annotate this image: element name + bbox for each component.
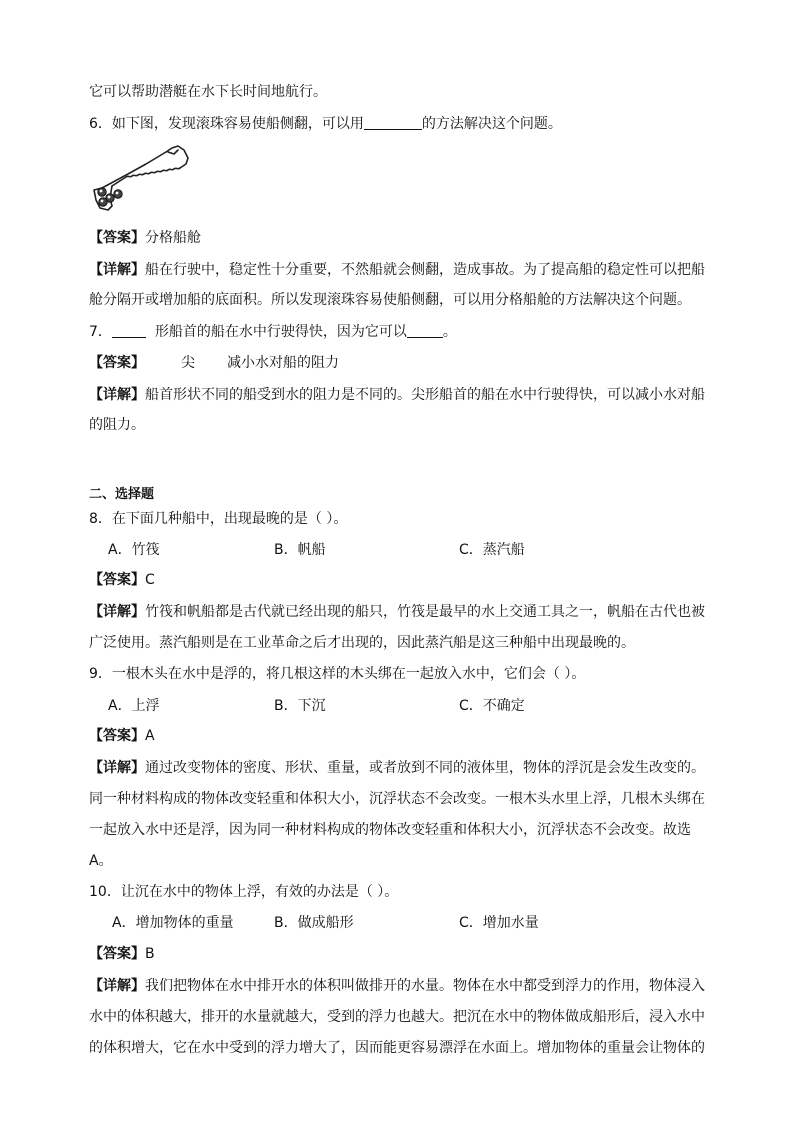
detail-tag: 【详解】 <box>89 978 145 994</box>
section-heading: 二、选择题 <box>89 487 155 502</box>
answer-blank <box>407 323 443 338</box>
question-6-text: 6．如下图，发现滚珠容易使船侧翻，可以用 <box>89 116 364 132</box>
detail-9-line-1 <box>89 758 705 778</box>
option-b: B．做成船形 <box>274 915 354 931</box>
question-6 <box>89 114 562 134</box>
answer-tag: 【答案】 <box>89 728 145 744</box>
detail-tag: 【详解】 <box>89 604 145 620</box>
detail-6-line-1 <box>89 260 705 280</box>
detail-9-line-2: 同一种材料构成的物体改变轻重和体积大小，沉浮状态不会改变。一根木头水里上浮，几根木头绑在 <box>89 791 705 807</box>
option-a: A．增加物体的重量 <box>112 915 234 931</box>
answer-blank <box>112 323 146 338</box>
option-c: C．不确定 <box>459 698 525 714</box>
detail-text: 船首形状不同的船受到水的阻力是不同的。尖形船首的船在水中行驶得快，可以减小水对船 <box>145 387 705 403</box>
answer-7 <box>89 353 339 373</box>
boat-ball-bearing-figure <box>88 140 200 216</box>
option-a: A．上浮 <box>108 698 160 714</box>
question-7-text-end: 。 <box>442 324 457 340</box>
question-7-text: 形船首的船在水中行驶得快，因为它可以 <box>154 324 407 340</box>
detail-tag: 【详解】 <box>89 760 145 776</box>
option-c: C．蒸汽船 <box>459 542 525 558</box>
option-c: C．增加水量 <box>459 915 539 931</box>
answer-text-1: 尖 <box>181 355 195 371</box>
question-10: 10．让沉在水中的物体上浮，有效的办法是（ ）。 <box>89 884 399 900</box>
detail-text: 通过改变物体的密度、形状、重量，或者放到不同的液体里，物体的浮沉是会发生改变的。 <box>145 760 705 776</box>
detail-10-line-3: 的体积增大，它在水中受到的浮力增大了，因而能更容易漂浮在水面上。增加物体的重量会让物体的 <box>89 1040 705 1056</box>
detail-text: 船在行驶中，稳定性十分重要，不然船就会侧翻，造成事故。为了提高船的稳定性可以把船 <box>145 262 705 278</box>
question-9: 9．一根木头在水中是浮的，将几根这样的木头绑在一起放入水中，它们会（ ）。 <box>89 666 586 682</box>
answer-text: C <box>145 572 155 588</box>
detail-8-line-1 <box>89 602 705 622</box>
option-b: B．下沉 <box>274 698 326 714</box>
answer-tag: 【答案】 <box>89 946 145 962</box>
question-8: 8．在下面几种船中，出现最晚的是（ ）。 <box>89 511 348 527</box>
detail-7-line-2: 的阻力。 <box>89 417 145 433</box>
option-a: A．竹筏 <box>108 542 160 558</box>
answer-tag: 【答案】 <box>89 230 145 246</box>
answer-tag: 【答案】 <box>89 355 145 371</box>
text-line: 它可以帮助潜艇在水下长时间地航行。 <box>89 84 327 100</box>
answer-9 <box>89 726 155 746</box>
answer-8 <box>89 570 155 590</box>
answer-6 <box>89 228 201 248</box>
detail-9-line-3: 一起放入水中还是浮，因为同一种材料构成的物体改变轻重和体积大小，沉浮状态不会改变。故选 <box>89 822 691 838</box>
question-6-text-end: 的方法解决这个问题。 <box>421 116 562 132</box>
detail-8-line-2: 广泛使用。蒸汽船则是在工业革命之后才出现的，因此蒸汽船是这三种船中出现最晚的。 <box>89 635 635 651</box>
option-b: B．帆船 <box>274 542 326 558</box>
answer-text-2: 减小水对船的阻力 <box>227 355 339 371</box>
detail-9-line-4: A。 <box>89 853 113 869</box>
answer-text: B <box>145 946 155 962</box>
detail-tag: 【详解】 <box>89 262 145 278</box>
answer-10 <box>89 944 155 964</box>
question-7-number: 7． <box>89 324 112 340</box>
detail-tag: 【详解】 <box>89 387 145 403</box>
detail-6-line-2: 舱分隔开或增加船的底面积。所以发现滚珠容易使船侧翻，可以用分格船舱的方法解决这个问题。 <box>89 292 691 308</box>
answer-text: A <box>145 728 155 744</box>
detail-text: 竹筏和帆船都是古代就已经出现的船只，竹筏是最早的水上交通工具之一，帆船在古代也被 <box>145 604 705 620</box>
answer-text: 分格船舱 <box>145 230 201 246</box>
detail-text: 我们把物体在水中排开水的体积叫做排开的水量。物体在水中都受到浮力的作用，物体浸入 <box>145 978 705 994</box>
answer-tag: 【答案】 <box>89 572 145 588</box>
detail-10-line-2: 水中的体积越大，排开的水量就越大，受到的浮力也越大。把沉在水中的物体做成船形后，浸入水中 <box>89 1009 705 1025</box>
question-7 <box>89 322 457 342</box>
detail-7-line-1 <box>89 385 705 405</box>
detail-10-line-1 <box>89 976 705 996</box>
answer-blank <box>364 115 422 130</box>
